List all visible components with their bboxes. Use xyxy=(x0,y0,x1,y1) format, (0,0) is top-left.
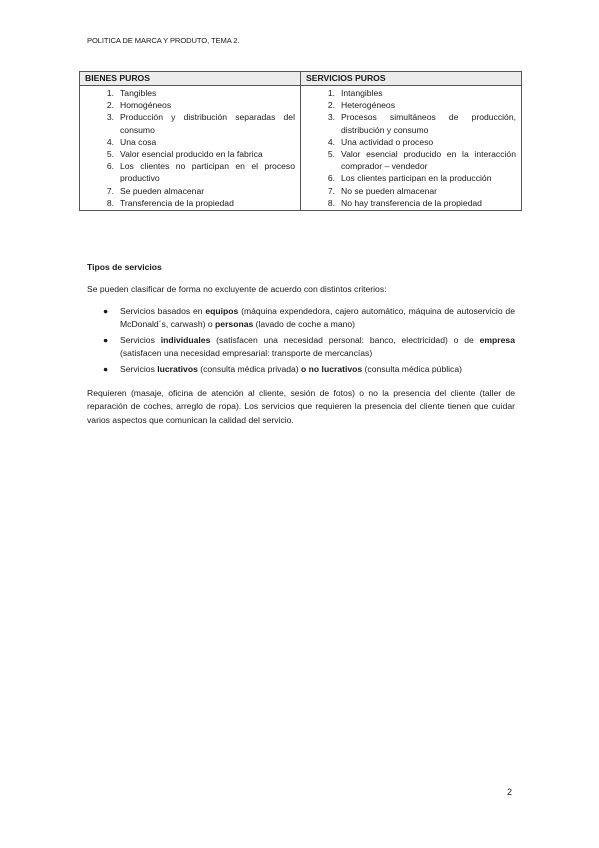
intro-text: Se pueden clasificar de forma no excluyente de acuerdo con distintos criterios: xyxy=(87,284,387,294)
item-text: Los clientes participan en la producción xyxy=(341,173,492,184)
item-number: 1. xyxy=(106,88,114,98)
list-item xyxy=(306,172,516,184)
item-text: Heterogéneos xyxy=(341,100,395,111)
list-item xyxy=(85,185,295,197)
item-text: Se pueden almacenar xyxy=(120,185,205,196)
list-item xyxy=(306,99,516,111)
item-number: 2. xyxy=(106,100,114,111)
item-text: Transferencia de la propiedad xyxy=(120,197,234,208)
bullet-item xyxy=(100,334,515,360)
list-item xyxy=(306,136,516,148)
list-item xyxy=(85,160,295,184)
section-title: Tipos de servicios xyxy=(87,262,162,272)
bullet-text: Servicios basados en xyxy=(120,306,206,316)
body-paragraph: Requieren (masaje, oficina de atención al cliente, sesión de fotos) o no la presencia del cliente (taller de reparación de coches, arreglo de ropa). Los servicios que requieren la presencia del cliente tienen que cuidar varios aspectos que comunican la calidad del servicio. xyxy=(87,388,515,425)
item-text: No hay transferencia de la propiedad xyxy=(341,197,482,208)
bullet-icon: ● xyxy=(103,306,109,316)
comparison-table xyxy=(79,71,522,211)
bullet-text: Servicios xyxy=(120,364,158,374)
bienes-list xyxy=(85,87,295,209)
item-number: 8. xyxy=(327,197,335,208)
bullet-emphasis: individuales xyxy=(160,335,211,345)
bullet-emphasis: empresa xyxy=(479,335,515,345)
item-number: 6. xyxy=(106,161,114,172)
bullet-icon: ● xyxy=(103,364,109,374)
bullet-text: (lavado de coche a mano) xyxy=(253,319,356,329)
column-header-servicios: SERVICIOS PUROS xyxy=(301,72,522,86)
bullet-text: (consulta médica pública) xyxy=(362,364,462,374)
item-text: Valor esencial producido en la fabrica xyxy=(120,149,263,160)
bullet-text: Servicios xyxy=(120,335,161,345)
item-text: Una cosa xyxy=(120,136,157,147)
item-text: Una actividad o proceso xyxy=(341,136,434,147)
bullet-item xyxy=(100,363,515,376)
table-row xyxy=(80,86,522,211)
item-number: 8. xyxy=(106,197,114,208)
table-header-row xyxy=(80,72,522,86)
bullet-item xyxy=(100,305,515,331)
bienes-cell xyxy=(80,86,301,211)
bullet-list xyxy=(100,305,515,379)
item-text: Los clientes no participan en el proceso productivo xyxy=(120,161,295,184)
item-text: No se pueden almacenar xyxy=(341,185,438,196)
list-item xyxy=(85,99,295,111)
list-item xyxy=(85,136,295,148)
page-number: 2 xyxy=(507,787,513,797)
item-number: 5. xyxy=(106,149,114,160)
column-header-bienes: BIENES PUROS xyxy=(80,72,301,86)
list-item xyxy=(306,111,516,135)
item-number: 7. xyxy=(106,185,114,196)
list-item xyxy=(306,148,516,172)
list-item xyxy=(306,197,516,209)
bullet-text: (máquina expendedora, cajero automático, máquina de autoservicio de McDonald´s, carwash) o xyxy=(120,306,515,329)
list-item xyxy=(306,87,516,99)
item-number: 4. xyxy=(106,136,114,147)
bullet-text: (consulta médica privada) xyxy=(197,364,302,374)
item-number: 3. xyxy=(106,112,114,123)
bullet-text: (satisfacen una necesidad personal: banco, electricidad) o de xyxy=(210,335,480,345)
bullet-emphasis: personas xyxy=(215,319,254,329)
list-item xyxy=(306,185,516,197)
list-item xyxy=(85,197,295,209)
bullet-text: (satisfacen una necesidad empresarial: transporte de mercancías) xyxy=(120,348,373,358)
servicios-list xyxy=(306,87,516,209)
list-item xyxy=(85,111,295,135)
item-text: Producción y distribución separadas del consumo xyxy=(120,112,295,135)
item-text: Valor esencial producido en la interacción comprador – vendedor xyxy=(341,149,516,172)
bullet-emphasis: o no lucrativos xyxy=(301,364,363,374)
item-text: Intangibles xyxy=(341,88,383,98)
bullet-icon: ● xyxy=(103,335,109,345)
list-item xyxy=(85,148,295,160)
item-text: Homogéneos xyxy=(120,100,172,111)
item-text: Tangibles xyxy=(120,88,157,98)
list-item xyxy=(85,87,295,99)
item-text: Procesos simultáneos de producción, distribución y consumo xyxy=(341,112,516,135)
servicios-cell xyxy=(301,86,522,211)
item-number: 1. xyxy=(327,88,335,98)
item-number: 6. xyxy=(327,173,335,184)
item-number: 7. xyxy=(327,185,335,196)
item-number: 3. xyxy=(327,112,335,123)
item-number: 5. xyxy=(327,149,335,160)
item-number: 2. xyxy=(327,100,335,111)
page-header: POLITICA DE MARCA Y PRODUTO, TEMA 2. xyxy=(87,36,240,45)
item-number: 4. xyxy=(327,136,335,147)
bullet-emphasis: equipos xyxy=(205,306,239,316)
bullet-emphasis: lucrativos xyxy=(157,364,198,374)
